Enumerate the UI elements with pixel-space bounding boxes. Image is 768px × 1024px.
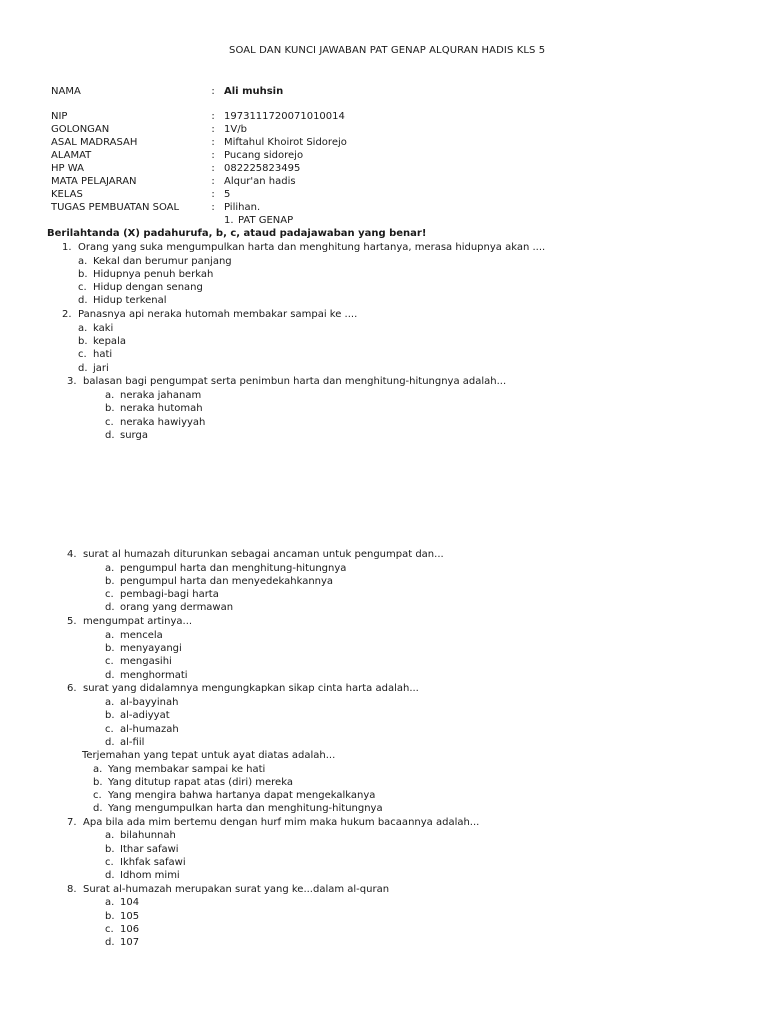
option-letter: b. xyxy=(105,911,115,922)
option-text: Idhom mimi xyxy=(120,870,180,881)
tugas-sub-number: 1. xyxy=(224,215,234,226)
option-letter: d. xyxy=(105,602,115,613)
identity-colon: : xyxy=(211,137,215,148)
identity-label-alamat: ALAMAT xyxy=(51,150,92,161)
identity-value-tugas: Pilihan. xyxy=(224,202,261,213)
option-text: hati xyxy=(93,349,113,360)
identity-label-nip: NIP xyxy=(51,111,68,122)
option-text: Ikhfak safawi xyxy=(120,857,186,868)
option-text: pembagi-bagi harta xyxy=(120,589,219,600)
option-letter: b. xyxy=(105,403,115,414)
option-letter: b. xyxy=(93,777,103,788)
identity-label-golongan: GOLONGAN xyxy=(51,124,110,135)
option-letter: c. xyxy=(78,282,87,293)
identity-value-mata-pelajaran: Alqur'an hadis xyxy=(224,176,296,187)
identity-colon: : xyxy=(211,150,215,161)
option-letter: a. xyxy=(78,256,88,267)
option-text: Hidup dengan senang xyxy=(93,282,203,293)
option-letter: d. xyxy=(105,670,115,681)
question-text: Panasnya api neraka hutomah membakar sampai ke .... xyxy=(78,309,358,320)
question-text: Orang yang suka mengumpulkan harta dan menghitung hartanya, merasa hidupnya akan .... xyxy=(78,242,546,253)
question-number: 3. xyxy=(67,376,77,387)
identity-label-hp-wa: HP WA xyxy=(51,163,84,174)
option-text: menghormati xyxy=(120,670,188,681)
option-letter: c. xyxy=(105,417,114,428)
option-text: surga xyxy=(120,430,148,441)
option-text: Hidupnya penuh berkah xyxy=(93,269,214,280)
identity-colon: : xyxy=(211,124,215,135)
option-text: Ithar safawi xyxy=(120,844,179,855)
option-letter: a. xyxy=(93,764,103,775)
option-text: Yang mengira bahwa hartanya dapat mengekalkanya xyxy=(108,790,376,801)
option-letter: a. xyxy=(78,323,88,334)
identity-colon: : xyxy=(211,202,215,213)
question-text: surat yang didalamnya mengungkapkan sikap cinta harta adalah... xyxy=(83,683,419,694)
question-number: 6. xyxy=(67,683,77,694)
option-letter: b. xyxy=(105,844,115,855)
tugas-sub-text: PAT GENAP xyxy=(238,215,294,226)
option-text: menyayangi xyxy=(120,643,182,654)
option-letter: a. xyxy=(105,630,115,641)
identity-colon: : xyxy=(211,163,215,174)
option-text: Yang membakar sampai ke hati xyxy=(108,764,266,775)
option-text: neraka jahanam xyxy=(120,390,202,401)
option-text: 105 xyxy=(120,911,140,922)
question-number: 5. xyxy=(67,616,77,627)
option-text: al-fiil xyxy=(120,737,145,748)
option-text: neraka hutomah xyxy=(120,403,203,414)
question-text: mengumpat artinya... xyxy=(83,616,193,627)
question-text: Apa bila ada mim bertemu dengan hurf mim maka hukum bacaannya adalah... xyxy=(83,817,480,828)
option-letter: d. xyxy=(78,363,88,374)
option-letter: d. xyxy=(105,937,115,948)
option-text: kepala xyxy=(93,336,126,347)
instruction-text: Berilahtanda (X) padahurufa, b, c, ataud padajawaban yang benar! xyxy=(47,228,427,239)
identity-value-hp-wa: 082225823495 xyxy=(224,163,301,174)
option-text: kaki xyxy=(93,323,114,334)
identity-label-asal-madrasah: ASAL MADRASAH xyxy=(51,137,138,148)
question-text: Surat al-humazah merupakan surat yang ke...dalam al-quran xyxy=(83,884,390,895)
option-letter: a. xyxy=(105,563,115,574)
option-text: orang yang dermawan xyxy=(120,602,234,613)
option-text: 106 xyxy=(120,924,140,935)
identity-value-asal-madrasah: Miftahul Khoirot Sidorejo xyxy=(224,137,347,148)
option-text: pengumpul harta dan menghitung-hitungnya xyxy=(120,563,347,574)
option-letter: c. xyxy=(105,857,114,868)
identity-colon: : xyxy=(211,176,215,187)
identity-label-kelas: KELAS xyxy=(51,189,83,200)
option-text: al-bayyinah xyxy=(120,697,179,708)
option-letter: c. xyxy=(105,724,114,735)
identity-label-nama: NAMA xyxy=(51,86,81,97)
option-letter: b. xyxy=(105,576,115,587)
question-number: 1. xyxy=(62,242,72,253)
identity-value-kelas: 5 xyxy=(224,189,231,200)
option-text: Yang ditutup rapat atas (diri) mereka xyxy=(108,777,293,788)
option-letter: c. xyxy=(105,656,114,667)
question-number: 4. xyxy=(67,549,77,560)
identity-value-alamat: Pucang sidorejo xyxy=(224,150,304,161)
option-text: Yang mengumpulkan harta dan menghitung-hitungnya xyxy=(108,803,383,814)
option-letter: c. xyxy=(105,589,114,600)
identity-label-tugas: TUGAS PEMBUATAN SOAL xyxy=(51,202,180,213)
option-text: mencela xyxy=(120,630,163,641)
question-text: surat al humazah diturunkan sebagai ancaman untuk pengumpat dan... xyxy=(83,549,444,560)
option-letter: c. xyxy=(105,924,114,935)
option-letter: d. xyxy=(93,803,103,814)
option-letter: b. xyxy=(78,269,88,280)
question-number: 7. xyxy=(67,817,77,828)
identity-colon: : xyxy=(211,189,215,200)
option-letter: a. xyxy=(105,830,115,841)
document-title: SOAL DAN KUNCI JAWABAN PAT GENAP ALQURAN HADIS KLS 5 xyxy=(229,45,546,56)
option-text: al-humazah xyxy=(120,724,179,735)
identity-value-nama: Ali muhsin xyxy=(224,86,284,97)
option-letter: d. xyxy=(105,430,115,441)
option-text: Kekal dan berumur panjang xyxy=(93,256,232,267)
option-letter: a. xyxy=(105,390,115,401)
option-text: 107 xyxy=(120,937,140,948)
identity-colon: : xyxy=(211,86,215,97)
option-letter: b. xyxy=(105,643,115,654)
identity-value-golongan: 1V/b xyxy=(224,124,247,135)
option-letter: a. xyxy=(105,697,115,708)
option-text: neraka hawiyyah xyxy=(120,417,206,428)
option-letter: a. xyxy=(105,897,115,908)
option-text: Hidup terkenal xyxy=(93,295,167,306)
option-letter: d. xyxy=(78,295,88,306)
identity-colon: : xyxy=(211,111,215,122)
option-text: al-adiyyat xyxy=(120,710,170,721)
question-text: balasan bagi pengumpat serta penimbun harta dan menghitung-hitungnya adalah... xyxy=(83,376,507,387)
option-text: 104 xyxy=(120,897,140,908)
option-text: mengasihi xyxy=(120,656,172,667)
question-number: 2. xyxy=(62,309,72,320)
option-letter: b. xyxy=(105,710,115,721)
option-text: bilahunnah xyxy=(120,830,176,841)
option-letter: c. xyxy=(78,349,87,360)
option-letter: d. xyxy=(105,870,115,881)
option-letter: d. xyxy=(105,737,115,748)
option-text: jari xyxy=(93,363,109,374)
option-letter: b. xyxy=(78,336,88,347)
question-number: 8. xyxy=(67,884,77,895)
identity-label-mata-pelajaran: MATA PELAJARAN xyxy=(51,176,137,187)
identity-value-nip: 197311172007101001​4 xyxy=(224,111,345,122)
option-text: pengumpul harta dan menyedekahkannya xyxy=(120,576,334,587)
option-letter: c. xyxy=(93,790,102,801)
question-text: Terjemahan yang tepat untuk ayat diatas adalah... xyxy=(82,750,336,761)
